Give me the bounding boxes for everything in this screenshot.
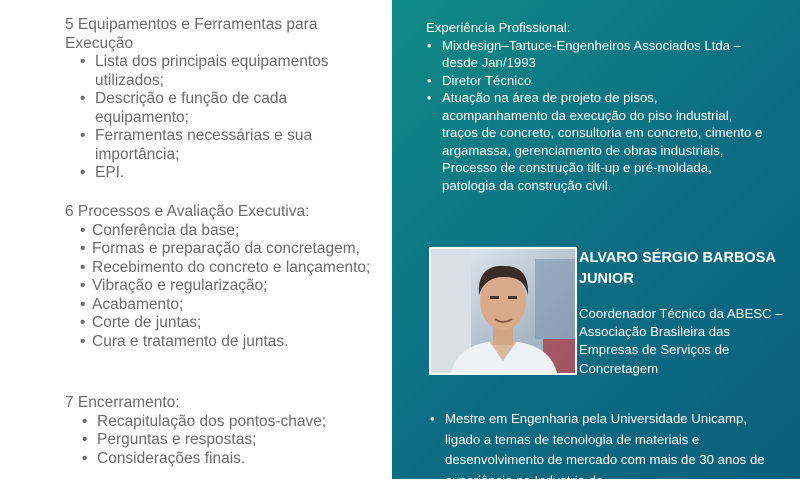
section-6 [65,203,385,351]
course-outline-column [0,0,392,479]
section-5 [65,16,385,183]
section-5-heading: 5 Equipamentos e Ferramentas para Execução [65,16,318,52]
list-item: • Atuação na área de projeto de pisos, acompanhamento da execução do piso industrial, traços de concreto, consultoria em concreto, cimento e argamassa, gerenciamento de obras industriais, Processo de construção tilt-up e pré-moldada, patologia da construção civil. [426,89,766,194]
experience-block [426,19,766,194]
bio-list [430,409,780,491]
experience-list [426,37,766,195]
list-item: • Vibração e regularização; [65,277,385,296]
section-7 [65,394,385,468]
list-item: • Acabamento; [65,296,385,315]
list-item: • Cura e tratamento de juntas. [65,333,385,352]
list-item: • Lista dos principais equipamentos utilizados; [65,53,385,90]
list-item: • Mestre em Engenharia pela Universidade Unicamp, ligado a temas de tecnologia de materiais e desenvolvimento de mercado com mais de 30 anos de experiência na Industria de [430,409,780,491]
experience-heading: Experiência Profissional: [426,20,571,35]
list-item: • Conferência da base; [65,222,385,241]
instructor-role: Coordenador Técnico da ABESC – Associação Brasileira das Empresas de Serviços de Concretagem [579,306,783,376]
section-6-heading: 6 Processos e Avaliação Executiva: [65,203,310,220]
list-item: • Descrição e função de cada equipamento; [65,90,385,127]
section-7-heading: 7 Encerramento: [65,394,180,411]
list-item: • Recebimento do concreto e lançamento; [65,259,385,278]
list-item: • Formas e preparação da concretagem, [65,240,385,259]
list-item: • EPI. [65,164,385,183]
list-item: • Considerações finais. [65,450,385,469]
list-item: • Perguntas e respostas; [65,431,385,450]
list-item: • Mixdesign–Tartuce-Engenheiros Associados Ltda – desde Jan/1993 [426,37,766,72]
instructor-bio [430,409,780,491]
instructor-name: ALVARO SÉRGIO BARBOSA JUNIOR [579,250,776,287]
list-item: • Corte de juntas; [65,314,385,333]
section-7-list [65,413,385,469]
instructor-photo [429,247,577,375]
list-item: • Diretor Técnico [426,72,766,90]
instructor-panel [392,0,800,488]
section-6-list [65,222,385,352]
list-item: • Ferramentas necessárias e sua importância; [65,127,385,164]
list-item: • Recapitulação dos pontos-chave; [65,413,385,432]
section-5-list [65,53,385,183]
portrait-illustration [431,249,575,373]
